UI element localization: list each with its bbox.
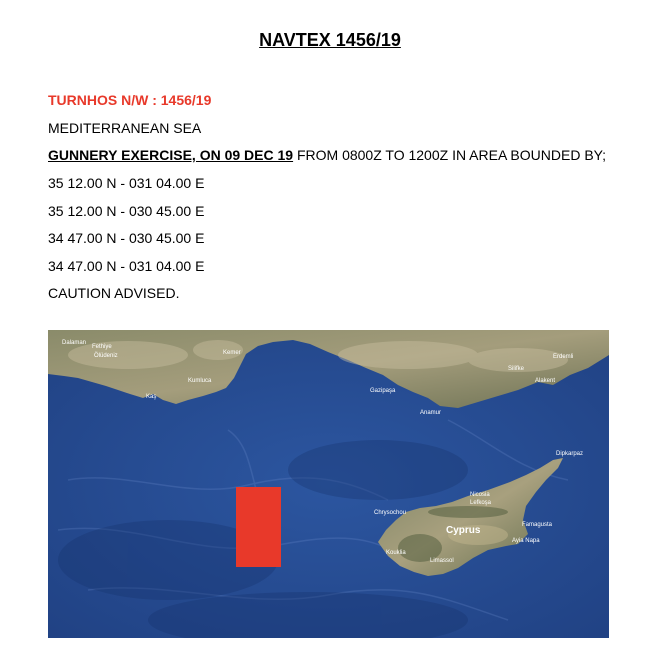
caution-line: CAUTION ADVISED. — [48, 285, 180, 301]
label-cyprus: Cyprus — [446, 525, 481, 536]
label-lefkosa: Lefkoşa — [470, 500, 492, 506]
label-kemer: Kemer — [223, 350, 241, 356]
label-ayia-napa: Ayia Napa — [512, 538, 540, 544]
reference-line: TURNHOS N/W : 1456/19 — [48, 92, 212, 108]
gunnery-exercise-area — [236, 487, 281, 567]
sea-area-line: MEDITERRANEAN SEA — [48, 120, 202, 136]
page-title: NAVTEX 1456/19 — [259, 30, 401, 50]
satellite-map — [48, 330, 609, 638]
label-oludeniz: Ölüdeniz — [94, 353, 118, 359]
map-graphic — [48, 330, 609, 638]
label-silifke: Silifke — [508, 366, 525, 372]
coordinate-2: 35 12.00 N - 030 45.00 E — [48, 203, 205, 219]
label-alakent: Alakent — [535, 378, 556, 384]
label-anamur: Anamur — [420, 410, 442, 416]
coordinate-1: 35 12.00 N - 031 04.00 E — [48, 175, 205, 191]
exercise-lead: GUNNERY EXERCISE, ON 09 DEC 19 — [48, 147, 294, 163]
label-kumluca: Kumluca — [188, 378, 212, 384]
exercise-details: FROM 0800Z TO 1200Z IN AREA BOUNDED BY; — [293, 147, 606, 163]
coordinate-3: 34 47.00 N - 030 45.00 E — [48, 230, 205, 246]
label-dipkarpaz: Dipkarpaz — [556, 451, 584, 457]
label-erdemli: Erdemli — [553, 354, 574, 360]
exercise-line — [48, 147, 606, 163]
label-nicosia: Nicosia — [470, 492, 490, 498]
label-dalaman: Dalaman — [62, 340, 87, 346]
label-limassol: Limassol — [430, 558, 454, 564]
label-kouklia: Kouklia — [386, 550, 406, 556]
label-gazipasa: Gazipaşa — [370, 388, 396, 394]
label-kas: Kaş — [146, 394, 157, 400]
label-famagusta: Famagusta — [522, 522, 553, 528]
label-chrysochou: Chrysochou — [374, 510, 407, 516]
label-fethiye: Fethiye — [92, 344, 112, 350]
coordinate-4: 34 47.00 N - 031 04.00 E — [48, 258, 205, 274]
